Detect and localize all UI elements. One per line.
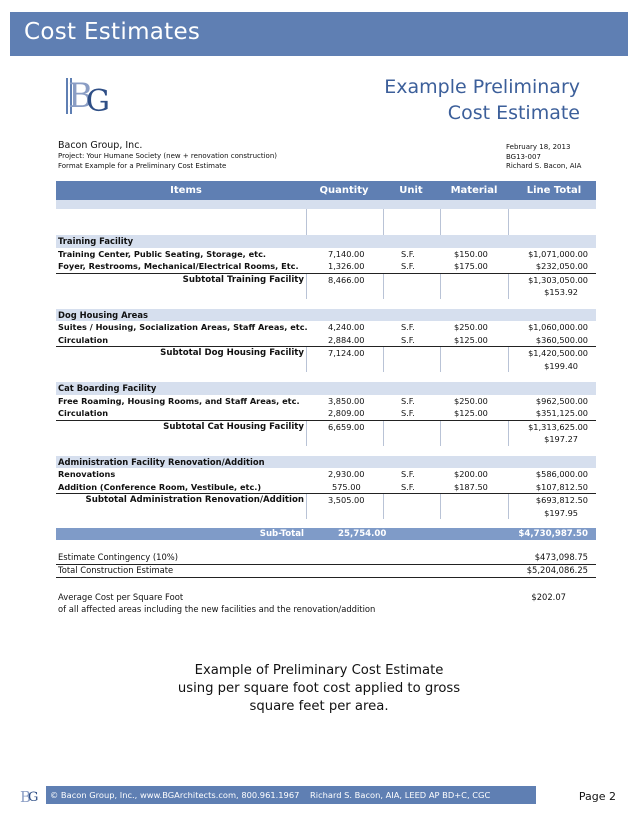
row-item: Renovations xyxy=(58,469,116,479)
row-item: Training Center, Public Seating, Storage, etc. xyxy=(58,248,267,259)
section-title: Training Facility xyxy=(58,236,134,246)
avg-note: of all affected areas including the new facilities and the renovation/addition xyxy=(58,604,376,614)
total-value: $5,204,086.25 xyxy=(526,565,588,575)
row-total: $107,812.50 xyxy=(535,481,588,492)
spacer-row xyxy=(56,299,596,309)
meta-right xyxy=(506,143,581,172)
row-unit: S.F. xyxy=(401,469,415,479)
summary xyxy=(56,552,596,616)
subtotal-row xyxy=(56,273,596,287)
header-line-total: Line Total xyxy=(526,185,582,196)
row-qty: 1,326.00 xyxy=(328,261,365,271)
section-header xyxy=(56,309,596,322)
row-item: Suites / Housing, Socialization Areas, Staff Areas, etc. xyxy=(58,322,308,332)
format-line: Format Example for a Preliminary Cost Estimate xyxy=(58,161,227,170)
row-qty: 2,884.00 xyxy=(328,334,365,345)
section-title: Administration Facility Renovation/Addition xyxy=(58,456,265,467)
row-unit: S.F. xyxy=(401,408,415,418)
estimate-title xyxy=(384,74,580,126)
row-material: $200.00 xyxy=(454,469,488,479)
subtotal-total: $1,303,050.00 xyxy=(528,274,588,285)
row-total: $586,000.00 xyxy=(535,469,588,479)
row-unit: S.F. xyxy=(401,261,415,271)
row-qty: 2,809.00 xyxy=(328,408,365,418)
row-item: Free Roaming, Housing Rooms, and Staff Areas, etc. xyxy=(58,395,300,406)
subtotal-total: $1,313,625.00 xyxy=(528,421,588,432)
subtotal-qty: 8,466.00 xyxy=(328,274,365,285)
grand-subtotal-row xyxy=(56,528,596,540)
row-material: $187.50 xyxy=(454,481,488,492)
subtotal-label: Subtotal Cat Housing Facility xyxy=(163,421,304,432)
footer-author: Richard S. Bacon, AIA, LEED AP BD+C, CGC xyxy=(310,790,491,800)
row-qty: 3,850.00 xyxy=(328,395,365,406)
row-material: $150.00 xyxy=(454,248,488,259)
caption xyxy=(0,662,638,716)
cost-table xyxy=(56,181,596,540)
footer xyxy=(10,784,628,810)
row-unit: S.F. xyxy=(401,395,415,406)
firm-name: Bacon Group, Inc. xyxy=(58,140,143,151)
row-item: Circulation xyxy=(58,334,109,345)
total-row xyxy=(56,565,596,577)
row-unit: S.F. xyxy=(401,334,415,345)
row-item: Addition (Conference Room, Vestibule, etc.) xyxy=(58,481,262,492)
page-number: Page 2 xyxy=(578,790,616,803)
section-header xyxy=(56,456,596,469)
table-row xyxy=(56,248,596,261)
subtotal-label: Subtotal Training Facility xyxy=(182,274,304,285)
subtotal-qty: 6,659.00 xyxy=(328,421,365,432)
header-items: Items xyxy=(170,185,202,196)
row-total: $1,060,000.00 xyxy=(528,322,588,332)
per-sf-row xyxy=(56,507,596,520)
subtotal-row xyxy=(56,346,596,360)
row-material: $125.00 xyxy=(454,408,488,418)
spacer-row xyxy=(56,372,596,382)
per-sf-value: $199.40 xyxy=(544,360,578,371)
avg-note-row xyxy=(56,604,596,616)
row-material: $250.00 xyxy=(454,322,488,332)
spacer-row xyxy=(56,446,596,456)
row-material: $125.00 xyxy=(454,334,488,345)
table-row xyxy=(56,481,596,494)
subtotal-total: $693,812.50 xyxy=(535,495,588,505)
subtotal-row xyxy=(56,493,596,507)
row-unit: S.F. xyxy=(401,481,415,492)
subtotal-row xyxy=(56,420,596,434)
doc-code: BG13-007 xyxy=(506,152,541,161)
section-title: Dog Housing Areas xyxy=(58,309,148,320)
subtotal-qty: 3,505.00 xyxy=(328,495,365,505)
contingency-label: Estimate Contingency (10%) xyxy=(58,552,179,562)
meta-left xyxy=(58,139,277,171)
per-sf-value: $197.27 xyxy=(544,434,578,444)
section-title: Cat Boarding Facility xyxy=(58,383,157,393)
per-sf-row xyxy=(56,286,596,299)
row-unit: S.F. xyxy=(401,322,415,332)
table-row xyxy=(56,260,596,273)
caption-line2: using per square foot cost applied to gross xyxy=(177,681,461,696)
section-header xyxy=(56,235,596,248)
per-sf-value: $153.92 xyxy=(544,287,578,297)
table-row xyxy=(56,395,596,408)
table-row xyxy=(56,407,596,420)
subtotal-label: Subtotal Administration Renovation/Addition xyxy=(85,495,304,505)
grand-subtotal-label: Sub-Total xyxy=(259,529,304,539)
caption-line3: square feet per area. xyxy=(249,699,389,714)
per-sf-value: $197.95 xyxy=(544,507,578,518)
table-row xyxy=(56,334,596,347)
grand-subtotal-qty: 25,754.00 xyxy=(338,529,387,539)
header-unit: Unit xyxy=(399,185,423,196)
row-total: $360,500.00 xyxy=(535,334,588,345)
header-material: Material xyxy=(450,185,498,196)
row-item: Foyer, Restrooms, Mechanical/Electrical Rooms, Etc. xyxy=(58,261,299,271)
estimate-title-line1: Example Preliminary xyxy=(384,76,580,98)
header-quantity: Quantity xyxy=(319,185,369,196)
avg-row xyxy=(56,592,596,604)
footer-bar xyxy=(46,786,536,804)
page-title: Cost Estimates xyxy=(24,19,201,45)
row-total: $232,050.00 xyxy=(535,261,588,271)
per-sf-row xyxy=(56,433,596,446)
total-label: Total Construction Estimate xyxy=(58,565,174,575)
row-material: $250.00 xyxy=(454,395,488,406)
row-unit: S.F. xyxy=(401,248,415,259)
header-bar xyxy=(10,12,628,56)
spacer-row xyxy=(56,519,596,528)
logo-letter-b: B xyxy=(68,76,93,116)
estimate-title-line2: Cost Estimate xyxy=(447,102,580,124)
subtotal-qty: 7,124.00 xyxy=(328,348,365,358)
section-header xyxy=(56,382,596,395)
row-qty: 7,140.00 xyxy=(328,248,365,259)
avg-value: $202.07 xyxy=(531,592,566,602)
footer-logo: B G xyxy=(20,788,39,806)
blank-row xyxy=(56,222,596,235)
footer-copyright: © Bacon Group, Inc., www.BGArchitects.com, 800.961.1967 xyxy=(50,790,300,800)
bg-logo xyxy=(66,76,112,118)
blank-row xyxy=(56,209,596,222)
logo-letter-g: G xyxy=(86,84,110,119)
table-row xyxy=(56,321,596,334)
row-material: $175.00 xyxy=(454,261,488,271)
avg-label: Average Cost per Square Foot xyxy=(58,592,184,602)
row-total: $351,125.00 xyxy=(535,408,588,418)
row-qty: 2,930.00 xyxy=(328,469,365,479)
per-sf-row xyxy=(56,360,596,373)
row-total: $1,071,000.00 xyxy=(528,248,588,259)
table-row xyxy=(56,468,596,481)
contingency-value: $473,098.75 xyxy=(534,552,588,562)
subtotal-label: Subtotal Dog Housing Facility xyxy=(160,348,304,358)
contingency-row xyxy=(56,552,596,564)
caption-line1: Example of Preliminary Cost Estimate xyxy=(194,663,444,678)
row-total: $962,500.00 xyxy=(535,395,588,406)
row-qty: 4,240.00 xyxy=(328,322,365,332)
doc-date: February 18, 2013 xyxy=(506,143,571,151)
subtotal-total: $1,420,500.00 xyxy=(528,348,588,358)
header-spacer xyxy=(56,200,596,209)
row-qty: 575.00 xyxy=(332,481,361,492)
row-item: Circulation xyxy=(58,408,109,418)
grand-subtotal-total: $4,730,987.50 xyxy=(518,529,588,539)
project-line: Project: Your Humane Society (new + renovation construction) xyxy=(58,152,278,160)
doc-author: Richard S. Bacon, AIA xyxy=(506,162,582,170)
table-header xyxy=(56,181,596,200)
